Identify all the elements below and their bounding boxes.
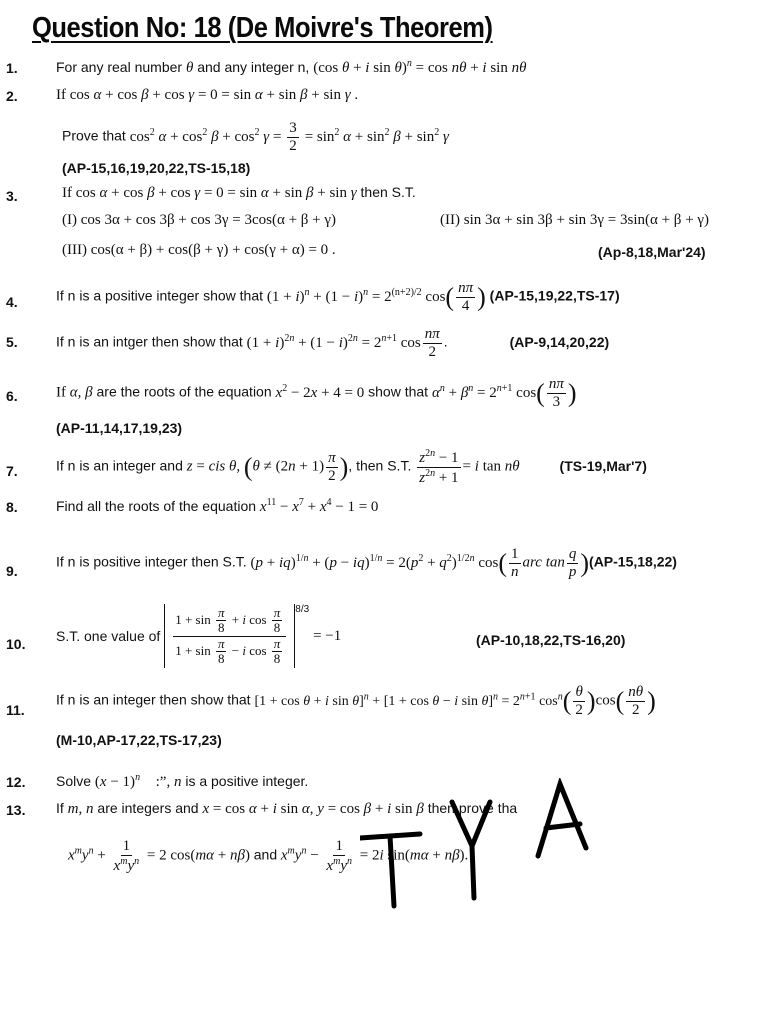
question-6: If α, β are the roots of the equation $x^2 - 2x + 4 = 0$ show that $\alpha^n + \beta^n = 2^{n+1}$ cos( $\frac{n\pi}{3}$ ) xyxy=(56,376,577,410)
question-11-reference: (M-10,AP-17,22,TS-17,23) xyxy=(56,732,222,748)
question-3-part-2: (II) sin 3α + sin 3β + sin 3γ = 3sin(α + β + γ) xyxy=(440,212,710,228)
prove-label: Prove that xyxy=(62,127,126,144)
question-text: If n is an integer then show that xyxy=(56,691,251,708)
question-4-reference: (AP-15,19,22,TS-17) xyxy=(489,287,620,304)
question-12: Solve $(x - 1)^n$ :”, n is a positive integer. xyxy=(56,772,309,790)
question-number: 5. xyxy=(6,334,18,350)
question-9: If n is positive integer then S.T. $(p + iq)^{1/n} + (p - iq)^{1/n} = 2(p^2 + q^2)^{1/2n}$ cos( $\frac{1}{n}$ arc tan $\frac{q}{p}$ )(AP-15,18,22) xyxy=(56,546,677,580)
question-11: If n is an integer then show that [1 + cos θ + i sin θ]$^n$ + [1 + cos θ − i $\sin \theta]^n = 2^{n+1}$ $\cos^n$( $\frac{\theta}{2}$ )cos( $\frac{n\theta}{2}$ ) xyxy=(56,684,656,718)
question-number: 7. xyxy=(6,463,18,479)
question-3-part-1: (I) cos 3α + cos 3β + cos 3γ = 3cos(α + β + γ) xyxy=(62,212,336,228)
question-4: If n is a positive integer show that $(1 + i)^n + (1 - i)^n = 2^{(n+2)/2}$ cos( $\frac{n\pi}{4}$ ) (AP-15,19,22,TS-17) xyxy=(56,280,620,314)
question-5-reference: (AP-9,14,20,22) xyxy=(509,333,610,350)
handwriting-scribble xyxy=(360,778,600,918)
question-8: Find all the roots of the equation $x^{11} - x^7 + x^4 - 1 = 0$ xyxy=(56,497,379,515)
question-number: 1. xyxy=(6,60,18,76)
question-10-reference: (AP-10,18,22,TS-16,20) xyxy=(476,632,626,648)
question-7: If n is an integer and z = cis θ, (θ ≠ (2n + 1) $\frac{\pi}{2}$ ), then S.T. $\frac{z^{2n} - 1}{z^{2n} + 1}$ = i tan nθ (TS-19,Mar'7) xyxy=(56,448,647,486)
question-number: 4. xyxy=(6,294,18,310)
question-text: If n is positive integer then S.T. xyxy=(56,553,247,570)
question-text: For any real number xyxy=(56,59,183,75)
question-text: Find all the roots of the equation xyxy=(56,498,257,514)
question-number: 2. xyxy=(6,88,18,104)
question-number: 10. xyxy=(6,636,26,652)
question-3-part-3: (III) cos(α + β) + cos(β + γ) + cos(γ + α) = 0 . xyxy=(62,242,336,258)
question-1: For any real number θ and any integer n, (cos θ + i sin θ)$^n$ = cos nθ + i sin nθ xyxy=(56,58,527,76)
question-number: 6. xyxy=(6,388,18,404)
question-text: and any integer n, xyxy=(197,59,310,75)
question-number: 11. xyxy=(6,702,25,718)
question-text: If n is a positive integer show that xyxy=(56,287,263,304)
question-number: 3. xyxy=(6,188,18,204)
question-number: 12. xyxy=(6,774,26,790)
question-2-reference: (AP-15,16,19,20,22,TS-15,18) xyxy=(62,160,251,176)
question-2-prove: Prove that $\cos^2 \alpha + \cos^2 \beta + \cos^2 \gamma$ = $\frac{3}{2}$ = $\sin^2 \alpha + \sin^2 \beta + \sin^2 \gamma$ xyxy=(62,120,449,154)
question-9-reference: (AP-15,18,22) xyxy=(589,553,677,570)
question-text: If xyxy=(56,800,64,816)
question-number: 9. xyxy=(6,563,18,579)
question-6-reference: (AP-11,14,17,19,23) xyxy=(56,420,183,436)
page-title: Question No: 18 (De Moivre's Theorem) xyxy=(32,12,493,44)
question-text: S.T. one value of xyxy=(56,627,161,644)
question-7-reference: (TS-19,Mar'7) xyxy=(559,457,647,474)
question-10: S.T. one value of 1 + sin $\frac{\pi}{8}$ + i cos $\frac{\pi}{8}$ 1 + sin $\frac{\pi}{8}$ − i cos $\frac{\pi}{8}$ $^{8/3}$ = −1 xyxy=(56,604,760,668)
question-number: 13. xyxy=(6,802,26,818)
question-text: are integers and xyxy=(97,800,199,816)
question-2: If cos α + cos β + cos γ = 0 = sin α + sin β + sin γ . xyxy=(56,87,359,103)
question-text: Solve xyxy=(56,773,92,789)
question-5: If n is an intger then show that $(1 + i)^{2n} + (1 - i)^{2n} = 2^{n+1}$ cos $\frac{n\pi}{2}$ . (AP-9,14,20,22) xyxy=(56,326,610,360)
question-text: If n is an intger then show that xyxy=(56,333,243,350)
question-text: then prove tha xyxy=(427,800,518,816)
question-13-result: $x^my^n$ + $\frac{1}{x^my^n}$ = 2 cos(mα + nβ) and $x^my^n$ − $\frac{1}{x^my^n}$ = 2i sin(mα + nβ). xyxy=(68,838,469,874)
question-3-reference: (Ap-8,18,Mar'24) xyxy=(598,244,706,260)
question-number: 8. xyxy=(6,499,18,515)
question-3: If cos α + cos β + cos γ = 0 = sin α + sin β + sin γ then S.T. xyxy=(62,184,416,201)
question-13: If m, n are integers and x = cos α + i sin α, y = cos β + i sin β then prove tha xyxy=(56,800,518,817)
question-text: If n is an integer and xyxy=(56,457,183,474)
